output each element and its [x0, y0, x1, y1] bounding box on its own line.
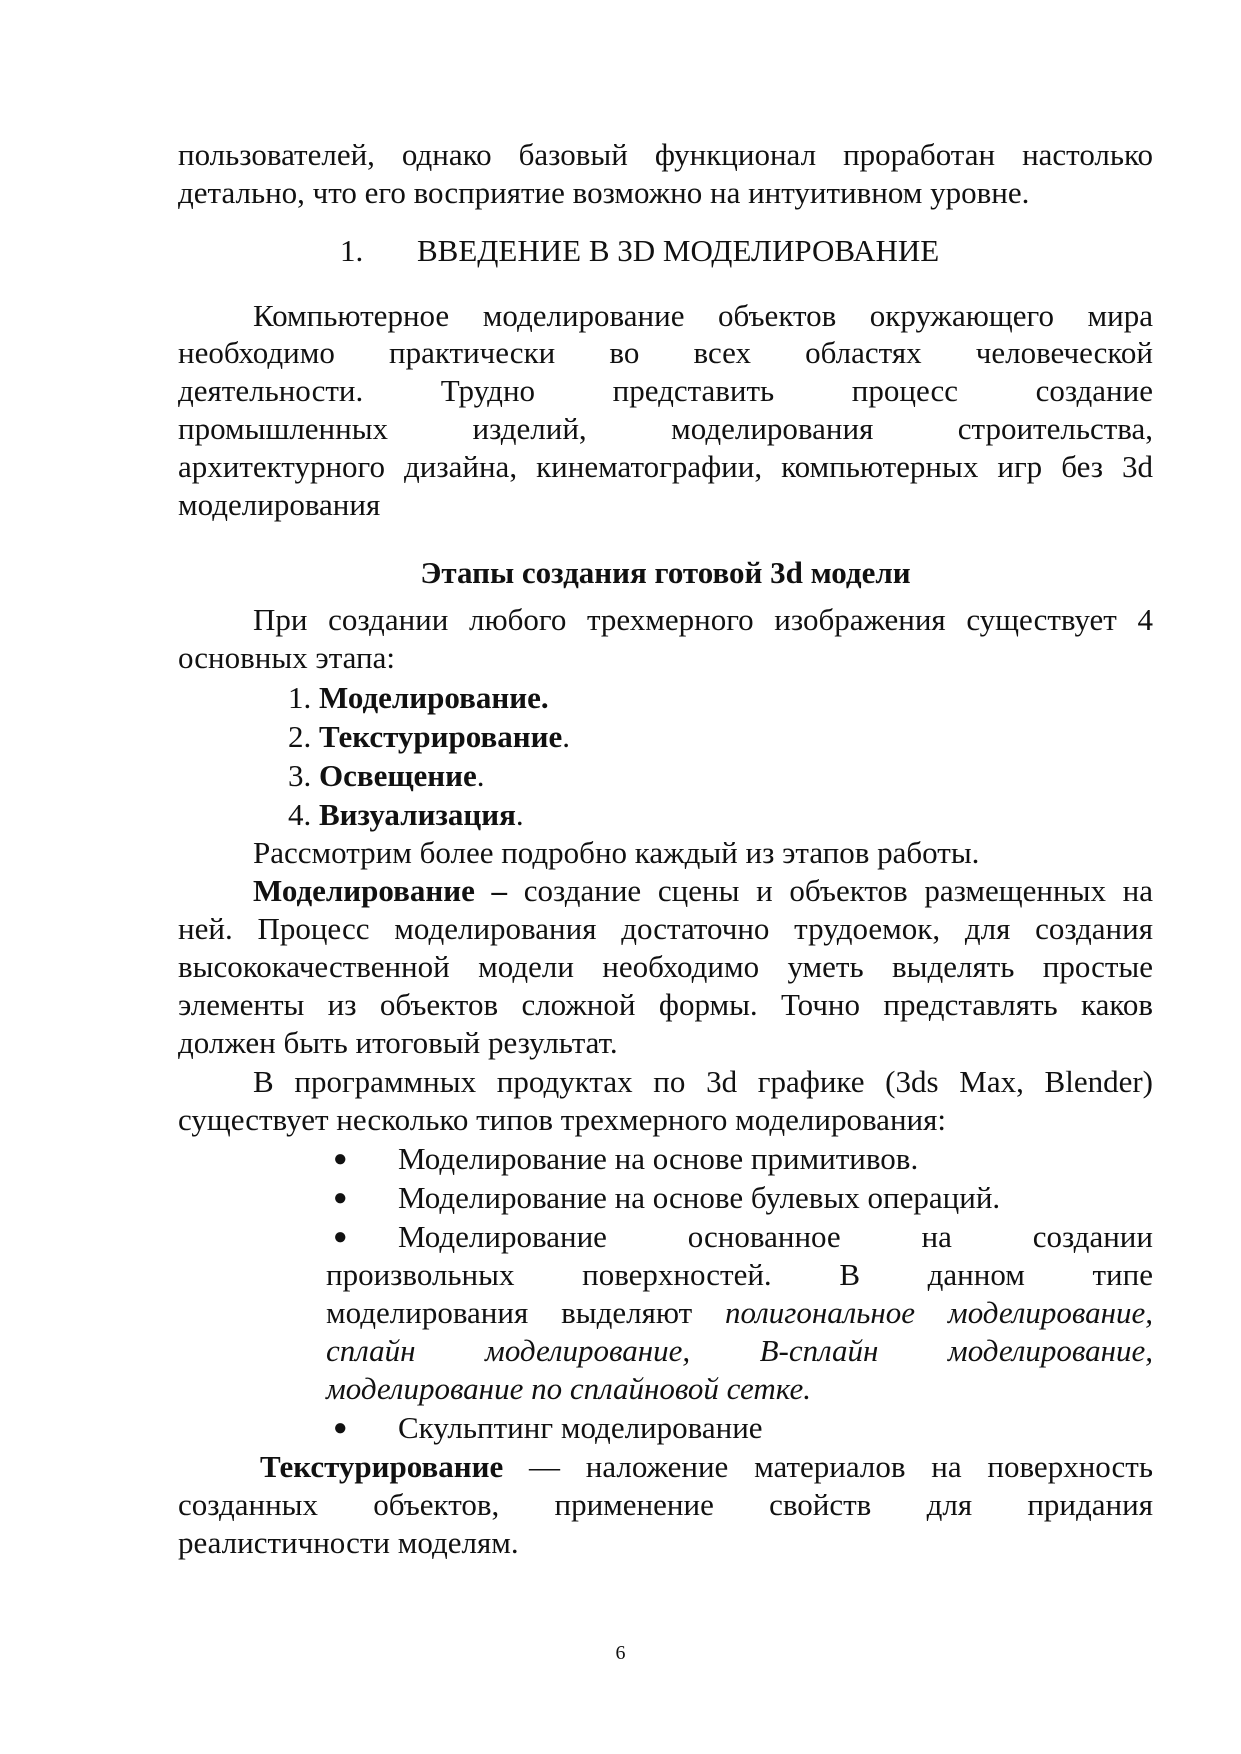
paragraph-line: деятельности. Трудно представить процесс создание [178, 373, 1153, 408]
paragraph-line: существует несколько типов трехмерного моделирования: [178, 1102, 946, 1137]
paragraph-line: детально, что его восприятие возможно на интуитивном уровне. [178, 175, 1030, 210]
paragraph-line: высококачественной модели необходимо уметь выделять простые [178, 949, 1153, 984]
paragraph-line: необходимо практически во всех областях человеческой [178, 335, 1153, 370]
list-suffix: . [562, 719, 570, 754]
list-item-line [326, 1294, 1153, 1332]
section-title: ВВЕДЕНИЕ В 3D МОДЕЛИРОВАНИЕ [417, 233, 940, 268]
bullet-icon: ● [333, 1146, 348, 1172]
paragraph-line [260, 1448, 1153, 1486]
term-texturing: Текстурирование [260, 1449, 504, 1484]
list-item-line: сплайн моделирование, B-сплайн моделирование, [326, 1333, 1153, 1368]
paragraph-line: моделирования [178, 487, 381, 522]
paragraph-line: созданных объектов, применение свойств для придания [178, 1487, 1153, 1522]
paragraph-line: ней. Процесс моделирования достаточно трудоемок, для создания [178, 911, 1153, 946]
paragraph-line: промышленных изделий, моделирования строительства, [178, 411, 1153, 446]
list-item [288, 796, 1241, 834]
paragraph-line: В программных продуктах по 3d графике (3ds Max, Blender) [253, 1064, 1153, 1099]
list-item [288, 718, 1241, 756]
list-item [288, 679, 1241, 717]
list-number: 3. [288, 758, 312, 793]
list-item: Моделирование на основе булевых операций. [398, 1180, 1001, 1215]
section-number: 1. [340, 233, 364, 268]
list-label: Моделирование. [319, 680, 549, 715]
definition-text: создание сцены и объектов размещенных на [507, 873, 1154, 908]
paragraph-line: При создании любого трехмерного изображения существует 4 [253, 602, 1153, 637]
italic-text: полигональное моделирование, [725, 1295, 1153, 1330]
plain-text: моделирования выделяют [326, 1295, 726, 1330]
list-number: 4. [288, 797, 312, 832]
page-number: 6 [615, 1642, 626, 1664]
paragraph-line: должен быть итоговый результат. [178, 1025, 618, 1060]
paragraph-line: пользователей, однако базовый функционал проработан настолько [178, 137, 1153, 172]
list-item [288, 757, 1241, 795]
subheading: Этапы создания готовой 3d модели [420, 555, 911, 590]
list-label: Освещение [319, 758, 477, 793]
list-number: 2. [288, 719, 312, 754]
paragraph-line: элементы из объектов сложной формы. Точно представлять каков [178, 987, 1153, 1022]
paragraph-line: основных этапа: [178, 640, 395, 675]
paragraph-line: Компьютерное моделирование объектов окружающего мира [253, 298, 1153, 333]
list-label: Текстурирование [319, 719, 563, 754]
bullet-icon: ● [333, 1224, 348, 1250]
paragraph-line [253, 872, 1153, 910]
list-suffix: . [476, 758, 485, 793]
list-label: Визуализация [319, 797, 516, 832]
list-item-line: моделирование по сплайновой сетке. [326, 1371, 811, 1406]
list-number: 1. [288, 680, 312, 715]
paragraph-line: Рассмотрим более подробно каждый из этапов работы. [253, 835, 980, 870]
bullet-icon: ● [333, 1185, 348, 1211]
bullet-icon: ● [333, 1415, 348, 1441]
list-item: Моделирование основанное на создании [398, 1219, 1153, 1254]
paragraph-line: реалистичности моделям. [178, 1525, 519, 1560]
term-modeling: Моделирование – [253, 873, 508, 908]
list-item-line: произвольных поверхностей. В данном типе [326, 1257, 1153, 1292]
list-item: Скульптинг моделирование [398, 1410, 763, 1445]
paragraph-line: архитектурного дизайна, кинематографии, компьютерных игр без 3d [178, 449, 1153, 484]
definition-text: — наложение материалов на поверхность [503, 1449, 1153, 1484]
list-suffix: . [515, 797, 524, 832]
list-item: Моделирование на основе примитивов. [398, 1141, 919, 1176]
